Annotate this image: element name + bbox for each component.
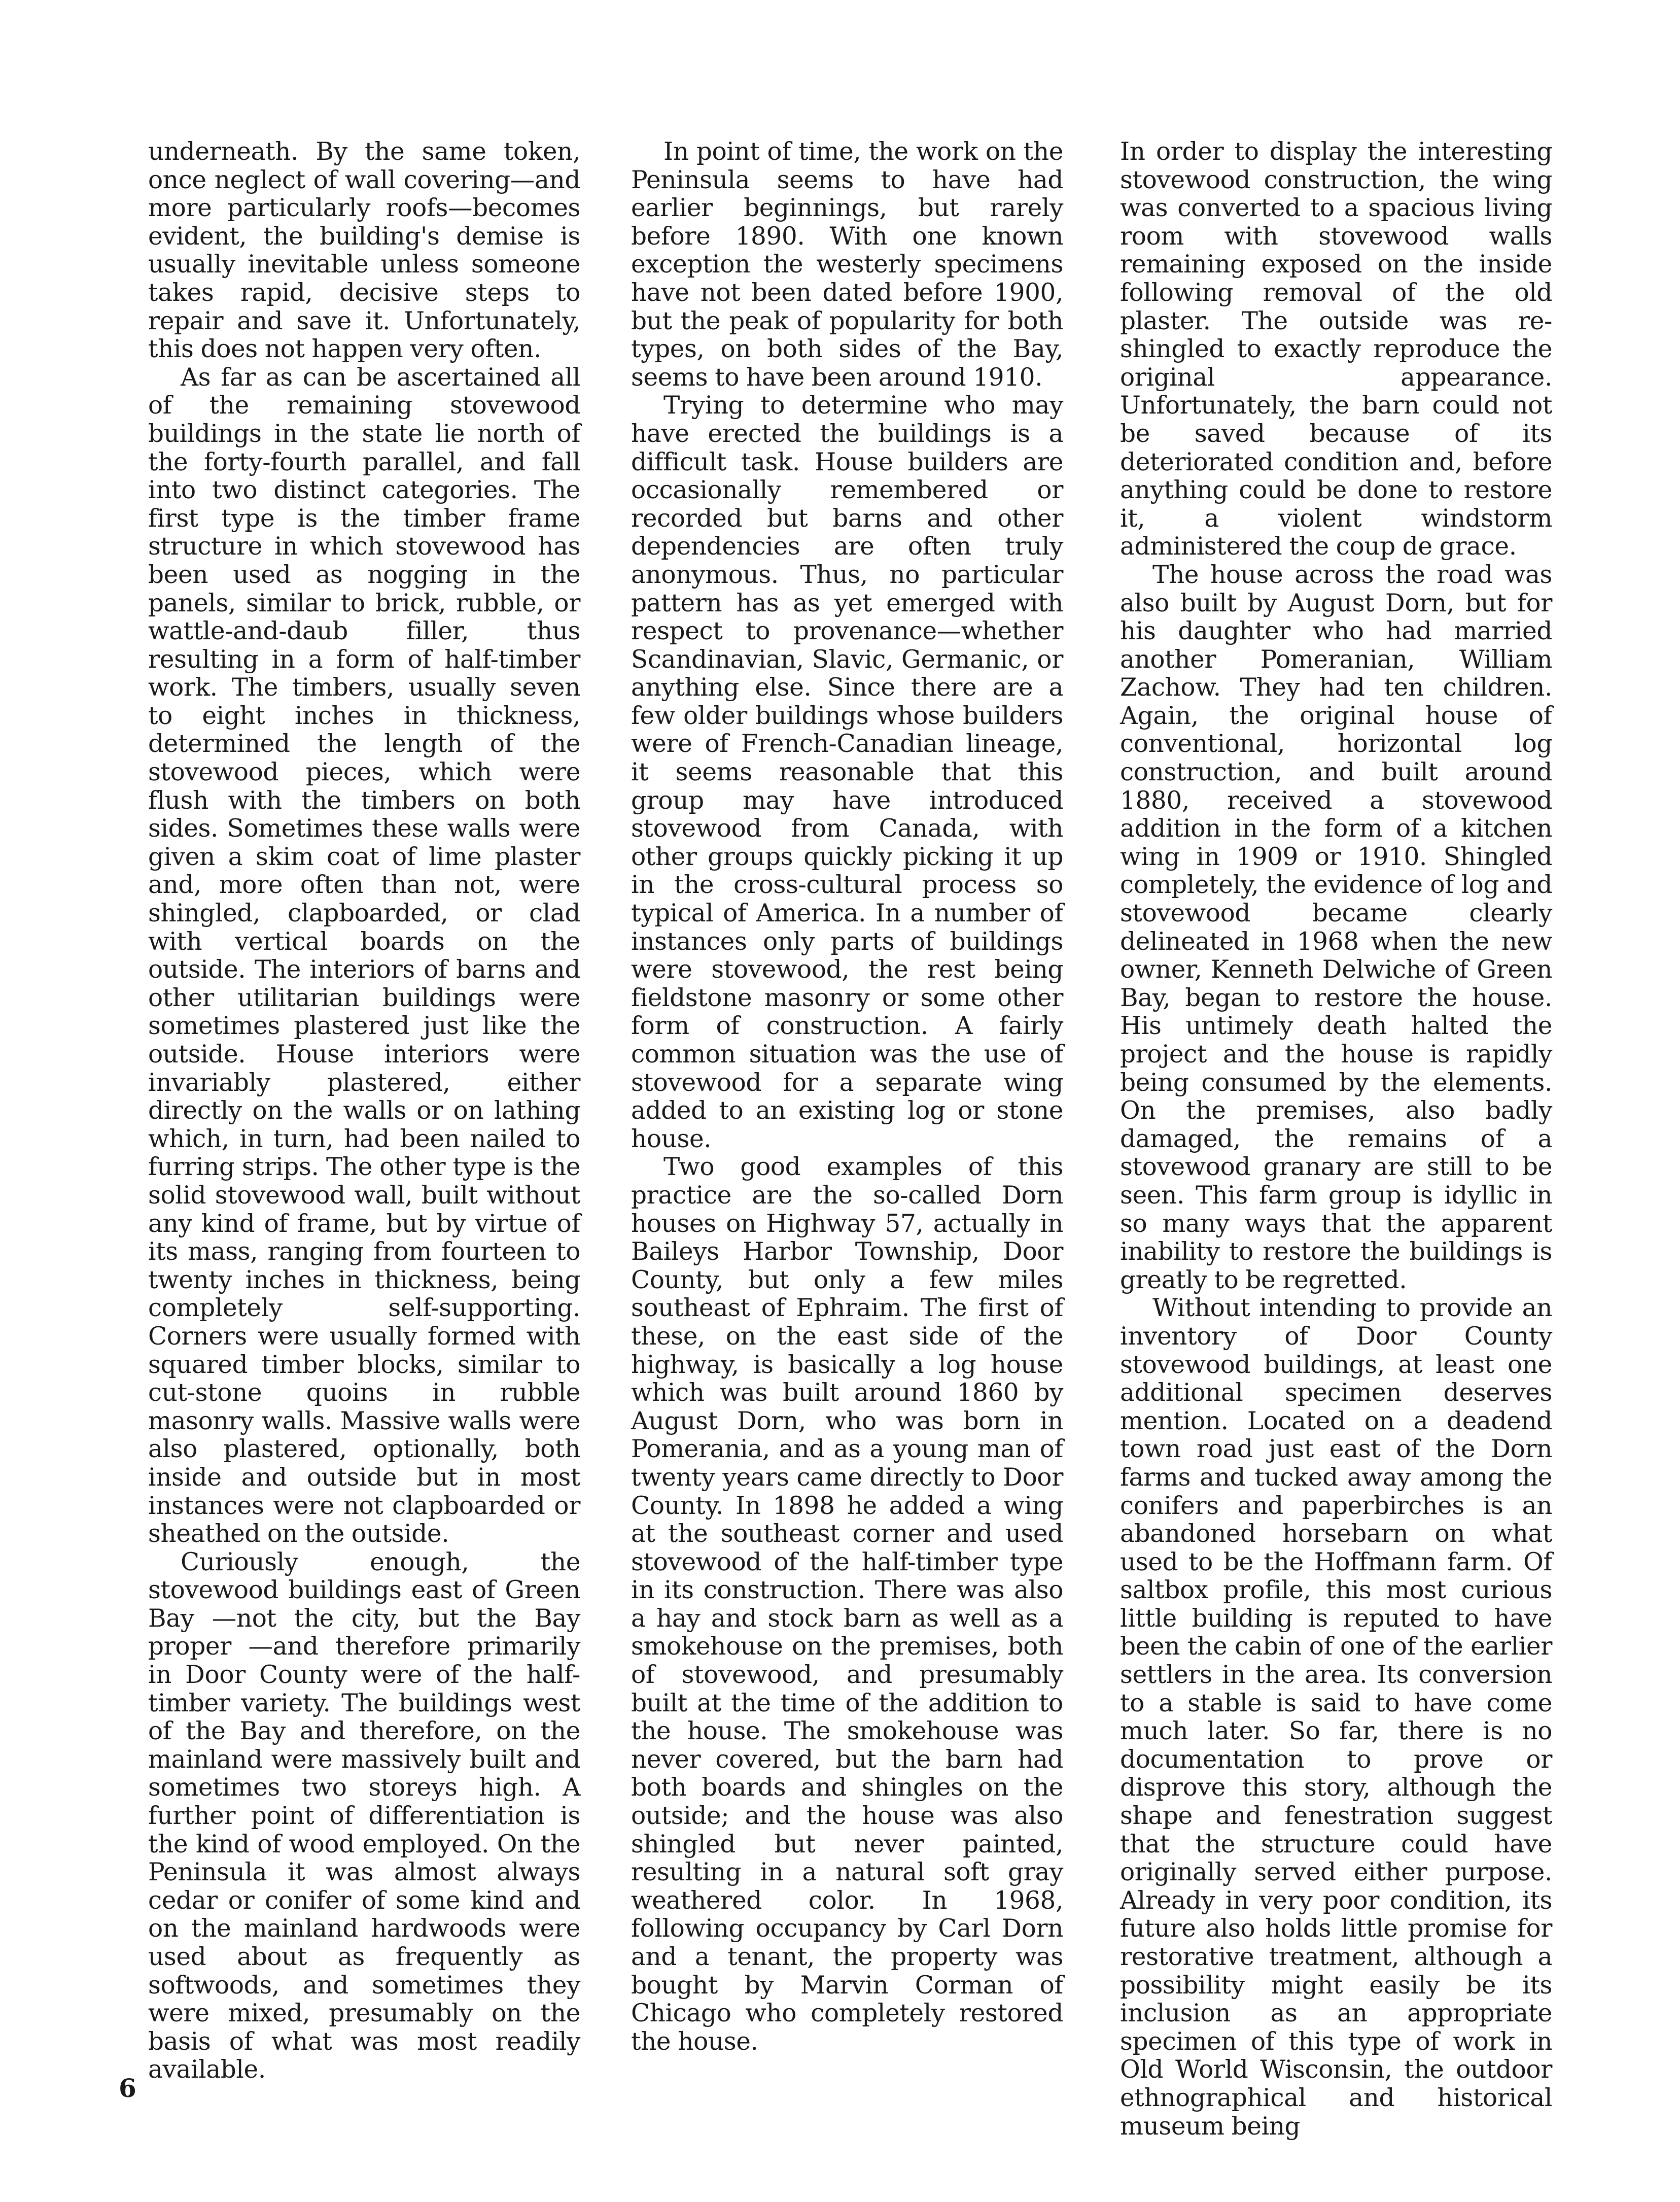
paragraph: In point of time, the work on the Peninsula seems to have had earlier beginnings, but rarely before 1890. With one known exception the westerly specimens have not been dated before 1900, but the peak of popularity for both types, on both sides of the Bay, seems to have been around 1910.	[631, 137, 1063, 392]
paragraph: Curiously enough, the stovewood buildings east of Green Bay —not the city, but the Bay proper —and therefore primarily in Door County were of the half-timber variety. The buildings west of the Bay and therefore, on the mainland were massively built and sometimes two storeys high. A further point of differentiation is the kind of wood employed. On the Peninsula it was almost always cedar or conifer of some kind and on the mainland hardwoods were used about as frequently as softwoods, and sometimes they were mixed, presumably on the basis of what was most readily available.	[148, 1547, 580, 2084]
page-number: 6	[119, 2073, 136, 2103]
paragraph: underneath. By the same token, once neglect of wall covering—and more particularly roofs—becomes evident, the building's demise is usually inevitable unless someone takes rapid, decisive steps to repair and save it. Unfortunately, this does not happen very often.	[148, 137, 580, 364]
paragraph: In order to display the interesting stovewood construction, the wing was converted to a spacious living room with stovewood walls remaining exposed on the inside following removal of the old plaster. The outside was re-shingled to exactly reproduce the original appearance. Unfortunately, the barn could not be saved because of its deteriorated condition and, before anything could be done to restore it, a violent windstorm administered the coup de grace.	[1120, 137, 1552, 561]
text-column-1	[148, 138, 580, 2084]
text-column-3	[1120, 138, 1552, 2141]
paragraph: The house across the road was also built by August Dorn, but for his daughter who had married another Pomeranian, William Zachow. They had ten children. Again, the original house of conventional, horizontal log construction, and built around 1880, received a stovewood addition in the form of a kitchen wing in 1909 or 1910. Shingled completely, the evidence of log and stovewood became clearly delineated in 1968 when the new owner, Kenneth Delwiche of Green Bay, began to restore the house. His untimely death halted the project and the house is rapidly being consumed by the elements. On the premises, also badly damaged, the remains of a stovewood granary are still to be seen. This farm group is idyllic in so many ways that the apparent inability to restore the buildings is greatly to be regretted.	[1120, 560, 1552, 1294]
paragraph: Two good examples of this practice are the so-called Dorn houses on Highway 57, actually in Baileys Harbor Township, Door County, but only a few miles southeast of Ephraim. The first of these, on the east side of the highway, is basically a log house which was built around 1860 by August Dorn, who was born in Pomerania, and as a young man of twenty years came directly to Door County. In 1898 he added a wing at the southeast corner and used stovewood of the half-timber type in its construction. There was also a hay and stock barn as well as a smokehouse on the premises, both of stovewood, and presumably built at the time of the addition to the house. The smokehouse was never covered, but the barn had both boards and shingles on the outside; and the house was also shingled but never painted, resulting in a natural soft gray weathered color. In 1968, following occupancy by Carl Dorn and a tenant, the property was bought by Marvin Corman of Chicago who completely restored the house.	[631, 1153, 1063, 2056]
paragraph: Without intending to provide an inventory of Door County stovewood buildings, at least one additional specimen deserves mention. Located on a deadend town road just east of the Dorn farms and tucked away among the conifers and paperbirches is an abandoned horsebarn on what used to be the Hoffmann farm. Of saltbox profile, this most curious little building is reputed to have been the cabin of one of the earlier settlers in the area. Its conversion to a stable is said to have come much later. So far, there is no documentation to prove or disprove this story, although the shape and fenestration suggest that the structure could have originally served either purpose. Already in very poor condition, its future also holds little promise for restorative treatment, although a possibility might easily be its inclusion as an appropriate specimen of this type of work in Old World Wisconsin, the outdoor ethnographical and historical museum being	[1120, 1294, 1552, 2141]
paragraph: As far as can be ascertained all of the remaining stovewood buildings in the state lie north of the forty-fourth parallel, and fall into two distinct categories. The first type is the timber frame structure in which stovewood has been used as nogging in the panels, similar to brick, rubble, or wattle-and-daub filler, thus resulting in a form of half-timber work. The timbers, usually seven to eight inches in thickness, determined the length of the stovewood pieces, which were flush with the timbers on both sides. Sometimes these walls were given a skim coat of lime plaster and, more often than not, were shingled, clapboarded, or clad with vertical boards on the outside. The interiors of barns and other utilitarian buildings were sometimes plastered just like the outside. House interiors were invariably plastered, either directly on the walls or on lathing which, in turn, had been nailed to furring strips. The other type is the solid stovewood wall, built without any kind of frame, but by virtue of its mass, ranging from fourteen to twenty inches in thickness, being completely self-supporting. Corners were usually formed with squared timber blocks, similar to cut-stone quoins in rubble masonry walls. Massive walls were also plastered, optionally, both inside and outside but in most instances were not clapboarded or sheathed on the outside.	[148, 363, 580, 1549]
text-column-2	[631, 138, 1063, 2056]
paragraph: Trying to determine who may have erected the buildings is a difficult task. House builders are occasionally remembered or recorded but barns and other dependencies are often truly anonymous. Thus, no particular pattern has as yet emerged with respect to provenance—whether Scandinavian, Slavic, Germanic, or anything else. Since there are a few older buildings whose builders were of French-Canadian lineage, it seems reasonable that this group may have introduced stovewood from Canada, with other groups quickly picking it up in the cross-cultural process so typical of America. In a number of instances only parts of buildings were stovewood, the rest being fieldstone masonry or some other form of construction. A fairly common situation was the use of stovewood for a separate wing added to an existing log or stone house.	[631, 391, 1063, 1153]
